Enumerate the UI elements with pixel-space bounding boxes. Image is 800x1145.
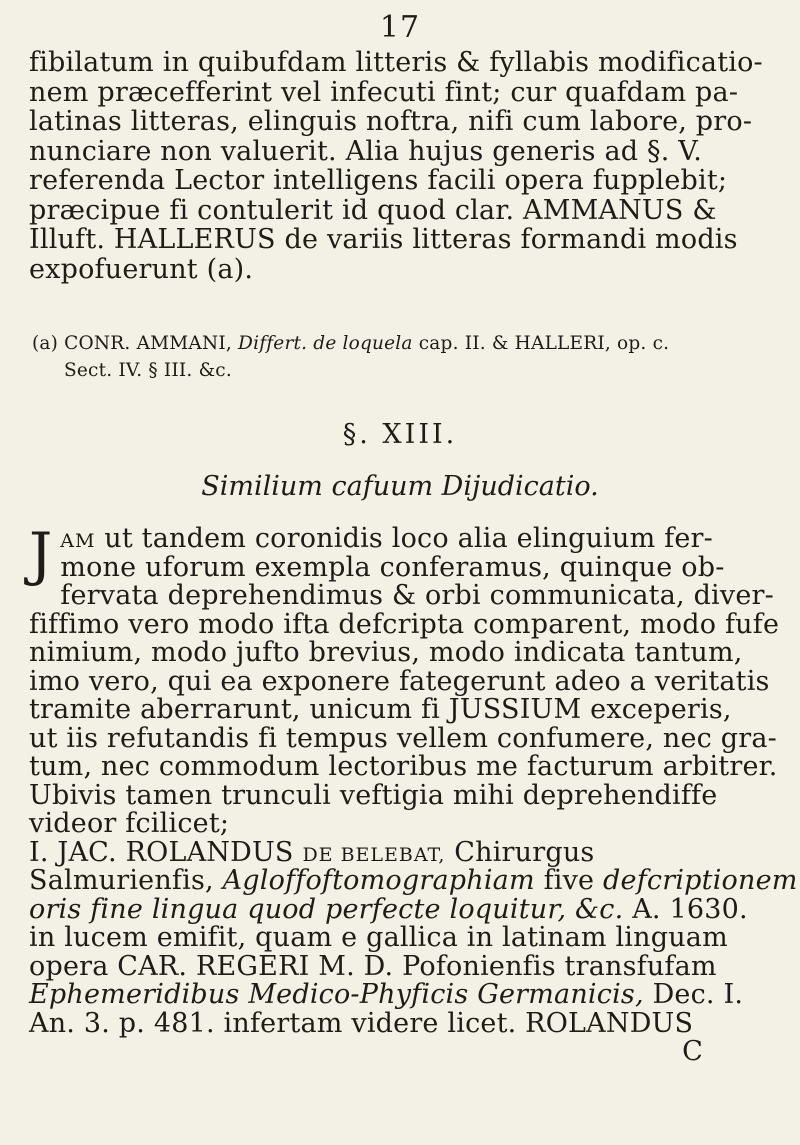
text-line: nunciare non valuerit. Alia hujus generis ad §. V. [29,135,703,167]
text-line: videor fcilicet; [29,808,230,839]
line-text: Dec. I. [652,979,744,1010]
small-caps-word: AM [60,530,96,552]
author-name: I. JAC. ROLANDUS [29,836,294,868]
text-line [29,981,769,1010]
text-line [29,525,769,554]
paragraph-main [29,520,798,1067]
text-line: nem præcefferint vel infecuti fint; cur quafdam pa- [29,76,739,108]
footnote-line: Sect. IV. § III. &c. [64,360,232,381]
footnote-marker: (a) [32,333,59,354]
text-line [29,893,769,925]
text-line: tum, nec commodum lectoribus me facturum arbitrer. [29,751,778,782]
line-text: Salmurienfis, [29,865,214,896]
italic-title: oris fine lingua quod perfecte loquitur, &c. [29,893,624,925]
text-line: ut iis refutandis fi tempus vellem confumere, nec gra- [29,722,777,754]
text-line: fervata deprehendimus & orbi communicata, diver- [60,580,774,611]
text-line: referenda Lector intelligens facili opera fupplebit; [29,165,728,196]
section-subheading: Similium cafuum Dijudicatio. [201,471,599,502]
drop-cap: J [29,520,53,588]
text-line: imo vero, qui ea exponere fategerunt adeo a veritatis [29,665,770,697]
italic-title: Ephemeridibus Medico-Phyficis Germanicis, [29,979,644,1010]
line-text: A. 1630. [632,893,748,925]
text-line: in lucem emifit, quam e gallica in latinam linguam [29,922,728,953]
text-line [29,836,769,868]
text-line [29,865,798,896]
text-line: fibilatum in quibufdam litteris & fyllabis modificatio- [29,47,763,78]
text-line: fiffimo vero modo ifta defcripta comparent, modo fufe [29,608,780,640]
footnote-author: CONR. AMMANI, [64,333,232,354]
line-text: five [543,865,595,896]
paragraph-continued [29,48,769,284]
text-line: An. 3. p. 481. infertam videre licet. ROLANDUS [29,1007,694,1039]
small-caps-place: DE BELEBAT, [302,843,446,866]
catchword: C [682,1036,703,1067]
text-line: mone uforum exempla conferamus, quinque ob- [60,551,725,583]
italic-title: defcriptionem [603,865,798,896]
footnote-work-title: Differt. de loquela [238,333,413,354]
footnote-reference: cap. II. & HALLERI, op. c. [418,333,670,354]
text-line: Ubivis tamen trunculi veftigia mihi deprehendiffe [29,779,718,811]
text-line: opera CAR. REGERI M. D. Pofonienfis transfufam [29,950,717,982]
footnote [32,330,772,384]
text-line: latinas litteras, elinguis noftra, nifi cum labore, pro- [29,106,753,137]
line-text: ut tandem coronidis loco alia elinguium fer- [95,523,713,554]
text-line: expofuerunt (a). [29,253,254,285]
footnote-line [32,330,772,357]
italic-title: Agloffoftomographiam [222,865,535,896]
section-heading: §. XIII. [342,419,458,450]
text-line: Illuft. HALLERUS de variis litteras formandi modis [29,224,738,255]
line-text: Chirurgus [454,836,595,868]
page-number: 17 [379,10,421,45]
text-line: præcipue fi contulerit id quod clar. AMMANUS & [29,194,717,226]
text-line: tramite aberrarunt, unicum fi JUSSIUM exceperis, [29,694,732,725]
text-line: nimium, modo jufto brevius, modo indicata tantum, [29,637,743,668]
